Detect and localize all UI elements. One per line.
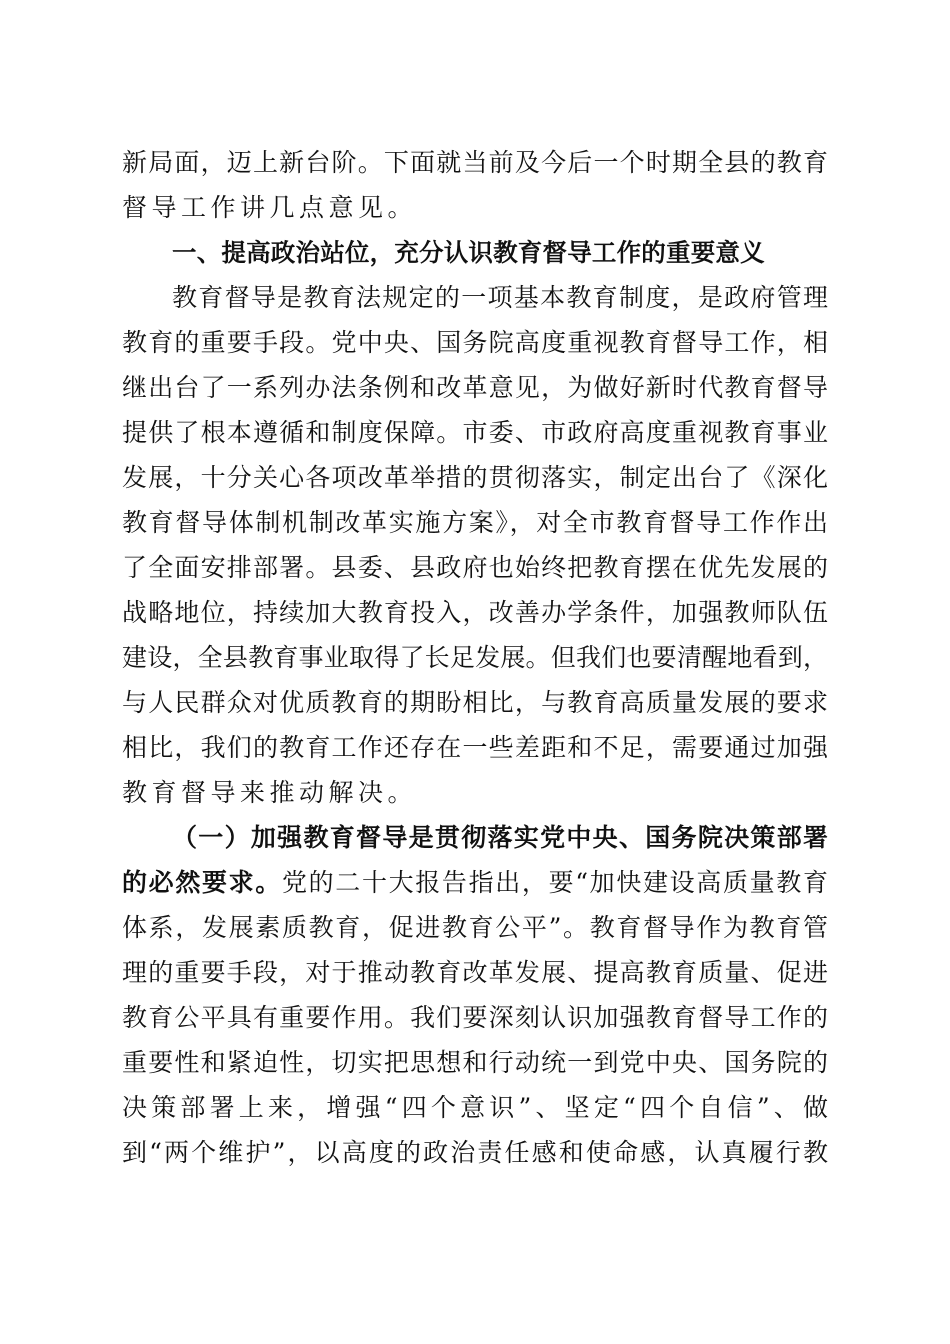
paragraph-line: 教育的重要手段。党中央、国务院高度重视教育督导工作，相 [122,328,828,357]
subsection-paragraph-line: 教育公平具有重要作用。我们要深刻认识加强教育督导工作的 [122,1003,828,1032]
paragraph-line: 提供了根本遵循和制度保障。市委、市政府高度重视教育事业 [122,418,828,447]
paragraph-line: 相比，我们的教育工作还存在一些差距和不足，需要通过加强 [122,733,828,762]
paragraph-line: 了全面安排部署。县委、县政府也始终把教育摆在优先发展的 [122,553,828,582]
paragraph-line: 与人民群众对优质教育的期盼相比，与教育高质量发展的要求 [122,688,828,717]
subsection-paragraph-line: 到“两个维护”，以高度的政治责任感和使命感，认真履行教 [122,1138,828,1167]
subsection-heading-line-2: 的必然要求。 [122,868,282,897]
paragraph-line: 教育督导是教育法规定的一项基本教育制度，是政府管理 [172,283,828,312]
subsection-paragraph-line: 决策部署上来，增强“四个意识”、坚定“四个自信”、做 [122,1093,828,1122]
paragraph-line: 继出台了一系列办法条例和改革意见，为做好新时代教育督导 [122,373,828,402]
paragraph-line: 教育督导来推动解决。 [122,778,418,807]
intro-line-1: 新局面，迈上新台阶。下面就当前及今后一个时期全县的教育 [122,148,828,177]
section-heading: 一、提高政治站位，充分认识教育督导工作的重要意义 [172,238,765,267]
paragraph-line: 发展，十分关心各项改革举措的贯彻落实，制定出台了《深化 [122,463,828,492]
paragraph-line: 教育督导体制机制改革实施方案》，对全市教育督导工作作出 [122,508,828,537]
paragraph-line: 建设，全县教育事业取得了长足发展。但我们也要清醒地看到， [122,643,828,672]
intro-line-2: 督导工作讲几点意见。 [122,193,418,222]
subsection-heading-line-1: （一）加强教育督导是贯彻落实党中央、国务院决策部署 [172,823,828,852]
subsection-line-2-text: 党的二十大报告指出，要“加快建设高质量教育 [281,868,828,897]
subsection-paragraph-line: 体系，发展素质教育，促进教育公平”。教育督导作为教育管 [122,913,828,942]
subsection-paragraph-line: 理的重要手段，对于推动教育改革发展、提高教育质量、促进 [122,958,828,987]
paragraph-line: 战略地位，持续加大教育投入，改善办学条件，加强教师队伍 [122,598,828,627]
subsection-paragraph-line: 重要性和紧迫性，切实把思想和行动统一到党中央、国务院的 [122,1048,828,1077]
subsection-line-2 [122,863,828,903]
